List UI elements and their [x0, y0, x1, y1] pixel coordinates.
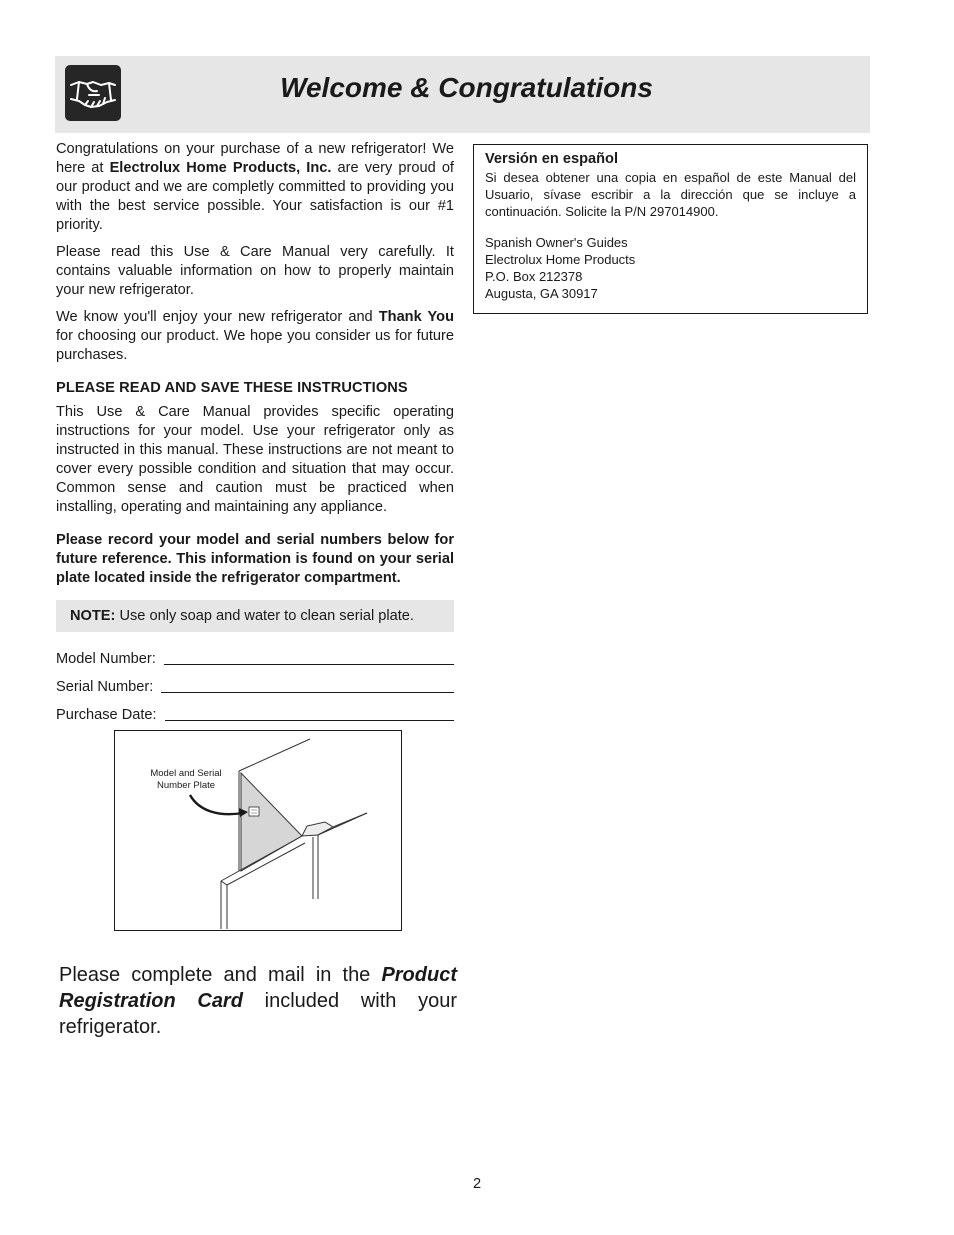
purchase-date-label: Purchase Date: — [56, 707, 157, 723]
note-band — [56, 600, 454, 632]
intro-paragraph — [56, 140, 454, 235]
spanish-heading: Versión en español — [485, 151, 619, 167]
thank-you-paragraph — [56, 308, 454, 365]
page-number: 2 — [472, 1176, 482, 1192]
model-number-line[interactable] — [164, 664, 454, 665]
model-number-label: Model Number: — [56, 651, 156, 667]
note-label: NOTE: — [70, 608, 116, 624]
intro-text: are very proud of our product and we are completly committed to providing you with the best service possible. Your satisfaction is our #1 priority. — [56, 160, 454, 233]
model-number-field[interactable] — [56, 641, 454, 669]
read-manual-paragraph: Please read this Use & Care Manual very carefully. It contains valuable information on how to properly maintain your new refrigerator. — [56, 244, 454, 298]
spanish-body: Si desea obtener una copia en español de este Manual del Usuario, sívase escribir a la dirección que se incluye a continuación. Solicite la P/N 297014900. — [485, 170, 856, 219]
closing-text: Please complete and mail in the — [59, 964, 382, 986]
header-band — [55, 56, 870, 133]
serial-number-field[interactable] — [56, 669, 454, 697]
address-line: P.O. Box 212378 — [485, 269, 583, 284]
callout-line: Number Plate — [156, 780, 216, 791]
address-line: Augusta, GA 30917 — [485, 286, 598, 301]
instructions-heading: PLEASE READ AND SAVE THESE INSTRUCTIONS — [56, 380, 408, 396]
company-name: Electrolux Home Products, Inc. — [109, 160, 332, 176]
intro-text: Congratulations on your purchase of a new refrigerator! We here at — [56, 141, 454, 176]
note-text: Use only soap and water to clean serial plate. — [115, 608, 414, 624]
address-line: Electrolux Home Products — [485, 252, 636, 267]
registration-card-text — [59, 962, 457, 1040]
purchase-date-line[interactable] — [165, 720, 454, 721]
serial-plate — [249, 807, 259, 816]
closing-text: included with your refrigerator. — [59, 990, 457, 1038]
callout-arrow — [190, 795, 243, 814]
instructions-paragraph: This Use & Care Manual provides specific operating instructions for your model. Use your refrigerator only as instructed in this manual. These instructions are not meant to cover every possible condition and situation that may occur. Common sense and caution must be practiced when installing, operating and maintaining any appliance. — [56, 404, 454, 515]
page-title: Welcome & Congratulations — [280, 72, 653, 103]
purchase-date-field[interactable] — [56, 697, 454, 725]
product-registration-card: Product Registration Card — [59, 964, 457, 1012]
left-column — [56, 140, 454, 725]
record-numbers-paragraph — [56, 531, 454, 588]
callout-line: Model and Serial — [150, 768, 222, 779]
thank-you-bold: Thank You — [378, 309, 454, 325]
spanish-version-box — [473, 144, 868, 314]
serial-number-label: Serial Number: — [56, 679, 154, 695]
serial-number-line[interactable] — [161, 692, 454, 693]
serial-plate-illustration — [114, 730, 402, 931]
address-line: Spanish Owner's Guides — [485, 235, 628, 250]
record-numbers-text: Please record your model and serial numbers below for future reference. This information is found on your serial plate located inside the refrigerator compartment. — [56, 532, 454, 586]
thank-you-text: We know you'll enjoy your new refrigerator and — [56, 309, 379, 325]
refrigerator-drawing — [115, 731, 401, 930]
callout-label — [145, 768, 227, 792]
thank-you-text: for choosing our product. We hope you consider us for future purchases. — [56, 328, 454, 363]
